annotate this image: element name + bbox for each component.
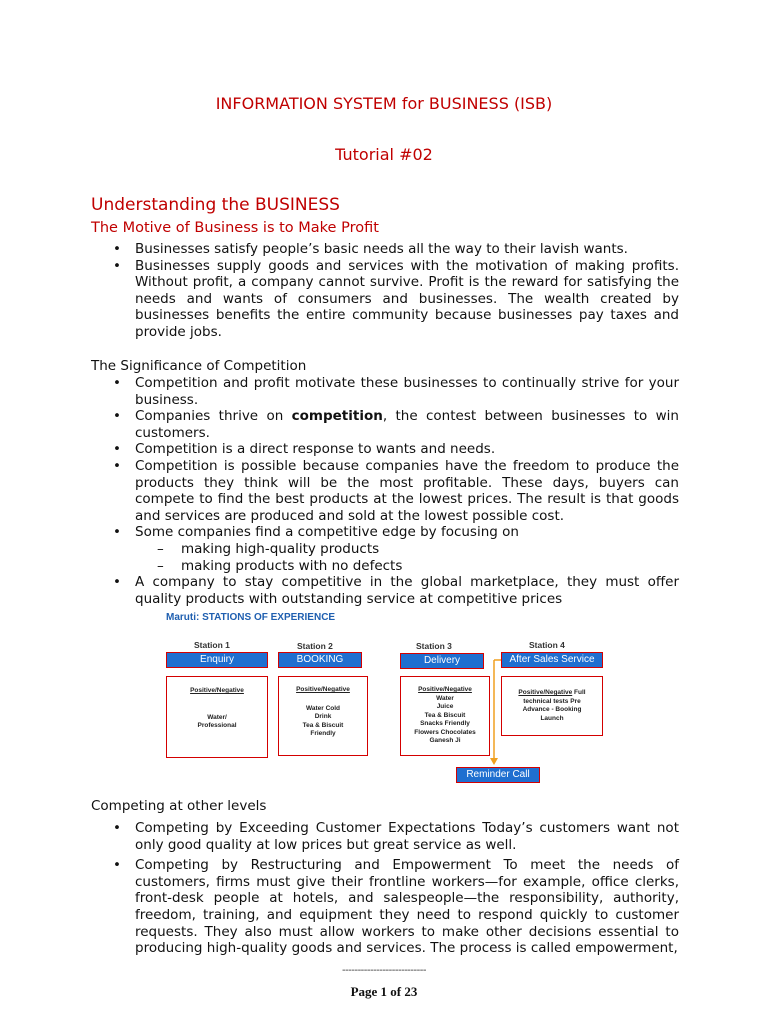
section-heading: Understanding the BUSINESS: [91, 195, 340, 215]
document-title: INFORMATION SYSTEM for BUSINESS (ISB): [215, 94, 553, 113]
sub-list-item: – making high-quality products: [135, 541, 679, 558]
stations-figure: [160, 608, 606, 794]
positive-negative-label: Positive/Negative: [418, 686, 472, 693]
list-item: • A company to stay competitive in the global marketplace, they must offer quality products with outstanding service at competitive prices: [91, 574, 679, 607]
station-after-sales-box: After Sales Service: [501, 652, 603, 668]
competition-term: competition: [291, 408, 383, 425]
reminder-call-box: Reminder Call: [456, 767, 540, 783]
list-item: [91, 408, 679, 441]
detail-line: Flowers Chocolates: [414, 728, 476, 736]
positive-negative-label: Positive/Negative: [296, 686, 350, 693]
detail-line: Drink: [314, 713, 332, 720]
motive-list: [91, 241, 679, 341]
detail-line: Ganesh Ji: [429, 737, 461, 744]
text-run: Companies thrive on: [135, 408, 292, 425]
page-number: Page 1 of 23: [350, 984, 418, 999]
tutorial-number: Tutorial #02: [335, 145, 433, 164]
figure-title: Maruti: STATIONS OF EXPERIENCE: [166, 612, 336, 623]
list-item: • Competing by Restructuring and Empowerment To meet the needs of customers, firms must give their frontline workers—for example, office clerks, front-desk people at hotels, and salespeople—the responsibility, authority, freedom, training, and equipment they need to respond quickly to customer requests. They also must allow workers to make other decisions essential to producing high-quality goods and services. The process is called empowerment,: [91, 857, 679, 957]
detail-text: Full: [572, 689, 586, 696]
levels-heading: Competing at other levels: [91, 798, 267, 814]
sub-list: [135, 541, 679, 574]
detail-line: Tea & Biscuit: [424, 711, 466, 719]
detail-line: technical tests Pre: [523, 697, 581, 705]
station-3-label: Station 3: [416, 641, 452, 651]
station-4-label: Station 4: [529, 640, 565, 650]
station-enquiry-box: Enquiry: [166, 652, 268, 668]
detail-line: Water: [436, 694, 454, 702]
station-1-label: Station 1: [194, 640, 230, 650]
detail-line: Juice: [436, 703, 454, 710]
detail-line: Professional: [197, 722, 237, 729]
text-run: , the contest between businesses to win customers.: [135, 408, 679, 441]
detail-line: Water Cold: [305, 704, 341, 712]
detail-line: Advance - Booking: [522, 706, 582, 713]
footer-rule: ---------------------------: [342, 965, 426, 976]
station-2-label: Station 2: [297, 641, 333, 651]
list-item: • Businesses satisfy people’s basic needs all the way to their lavish wants.: [91, 241, 679, 258]
list-item: • Competition is possible because companies have the freedom to produce the products they think will be the most profitable. These days, buyers can compete to find the best products at the lowest prices. The result is that goods and services are produced and sold at the lowest possible cost.: [91, 458, 679, 524]
detail-line: Launch: [540, 714, 564, 722]
sub-list-item: – making products with no defects: [135, 558, 679, 575]
station-booking-box: BOOKING: [278, 652, 362, 668]
list-item: • Competition is a direct response to wants and needs.: [91, 441, 679, 458]
list-item-text: Some companies find a competitive edge by focusing on: [135, 524, 519, 541]
list-item: • Competing by Exceeding Customer Expectations Today’s customers want not only good quality at low prices but great service as well.: [91, 820, 679, 853]
detail-line: Snacks Friendly: [420, 720, 470, 727]
motive-heading: The Motive of Business is to Make Profit: [91, 220, 379, 236]
detail-line: Water/: [207, 713, 227, 721]
competition-list: [91, 375, 679, 607]
positive-negative-label: Positive/Negative: [190, 687, 244, 694]
levels-list: [91, 820, 679, 957]
list-item: [91, 524, 679, 574]
detail-line: Friendly: [310, 730, 336, 737]
positive-negative-label: Positive/Negative: [518, 689, 573, 696]
station-delivery-box: Delivery: [400, 653, 484, 669]
competition-heading: The Significance of Competition: [91, 358, 307, 374]
detail-line: Tea & Biscuit: [302, 721, 344, 729]
list-item: • Businesses supply goods and services with the motivation of making profits. Without profit, a company cannot survive. Profit is the reward for satisfying the needs and wants of consumers and businesses. The wealth created by businesses benefits the entire community because businesses pay taxes and provide jobs.: [91, 258, 679, 341]
list-item: • Competition and profit motivate these businesses to continually strive for your business.: [91, 375, 679, 408]
